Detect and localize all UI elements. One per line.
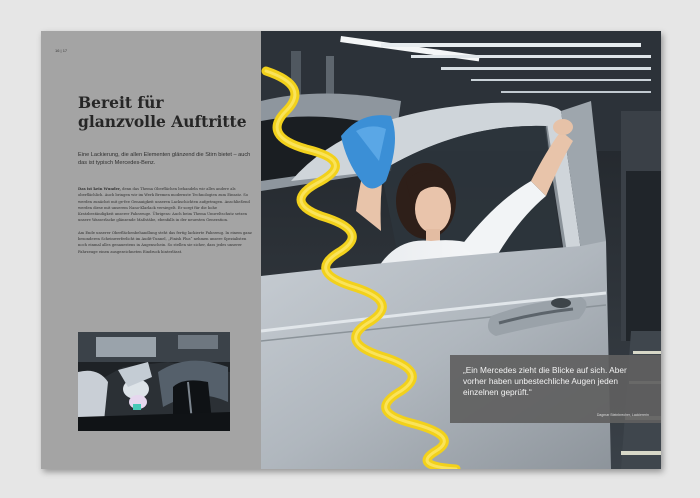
right-page-photo bbox=[261, 31, 661, 469]
intro-text: Eine Lackierung, die allen Elementen glänzend die Stirn bietet – auch das ist typisch Mercedes-Benz. bbox=[78, 152, 251, 167]
magazine-spread bbox=[41, 31, 661, 469]
body-paragraph-1-text: denn das Thema Oberflächen behandeln wir alles andere als oberflächlich. Auch bringen wir im Werk Bremen modernste Technologien zum Einsatz. So werden zunächst mit ge-fee Genauigkeit unseren Lackschichten aufgetragen. Anschließend werden diese mit unserem Nano-Klarlack versiegelt. Er sorgt für die hohe Kratzbeständigkeit unserer Fahrzeuge. Übrigens: Auch beim Thema Umweltschutz setzen unsere Wasserlacke glänzende Maßstäbe, ebenfalls in der neuesten Generation. bbox=[78, 187, 250, 223]
left-page bbox=[41, 31, 261, 469]
body-paragraph-1 bbox=[78, 186, 253, 224]
quote-credit: Dagmar Steinbrecher, Lackiererin bbox=[596, 413, 649, 417]
pull-quote bbox=[450, 355, 661, 423]
body-text bbox=[78, 186, 253, 261]
thumbnail-photo bbox=[78, 332, 230, 431]
page-number: 16 | 17 bbox=[55, 48, 68, 53]
body-paragraph-2: Am Ende unserer Oberflächenbehandlung steht das fertig lackierte Fahrzeug. In einem ganz besonderen Scheinwerferlicht im Audit-Tunnel, „Finish Plus“ nehmen unsere Spezialisten noch einmal alles genauestens in Augenschein. So stellen sie sicher, dass jedes unserer Fahrzeuge einen ausgezeichneten Eindruck hinterlässt. bbox=[78, 230, 252, 254]
quote-text: „Ein Mercedes zieht die Blicke auf sich. Aber vorher haben unbestechliche Augen jeden einzelnen geprüft.“ bbox=[463, 365, 627, 397]
headline: Bereit für glanzvolle Auftritte bbox=[78, 93, 247, 131]
body-lead: Das ist kein Wunder, bbox=[78, 187, 121, 191]
polishing-worker-image bbox=[78, 332, 230, 431]
